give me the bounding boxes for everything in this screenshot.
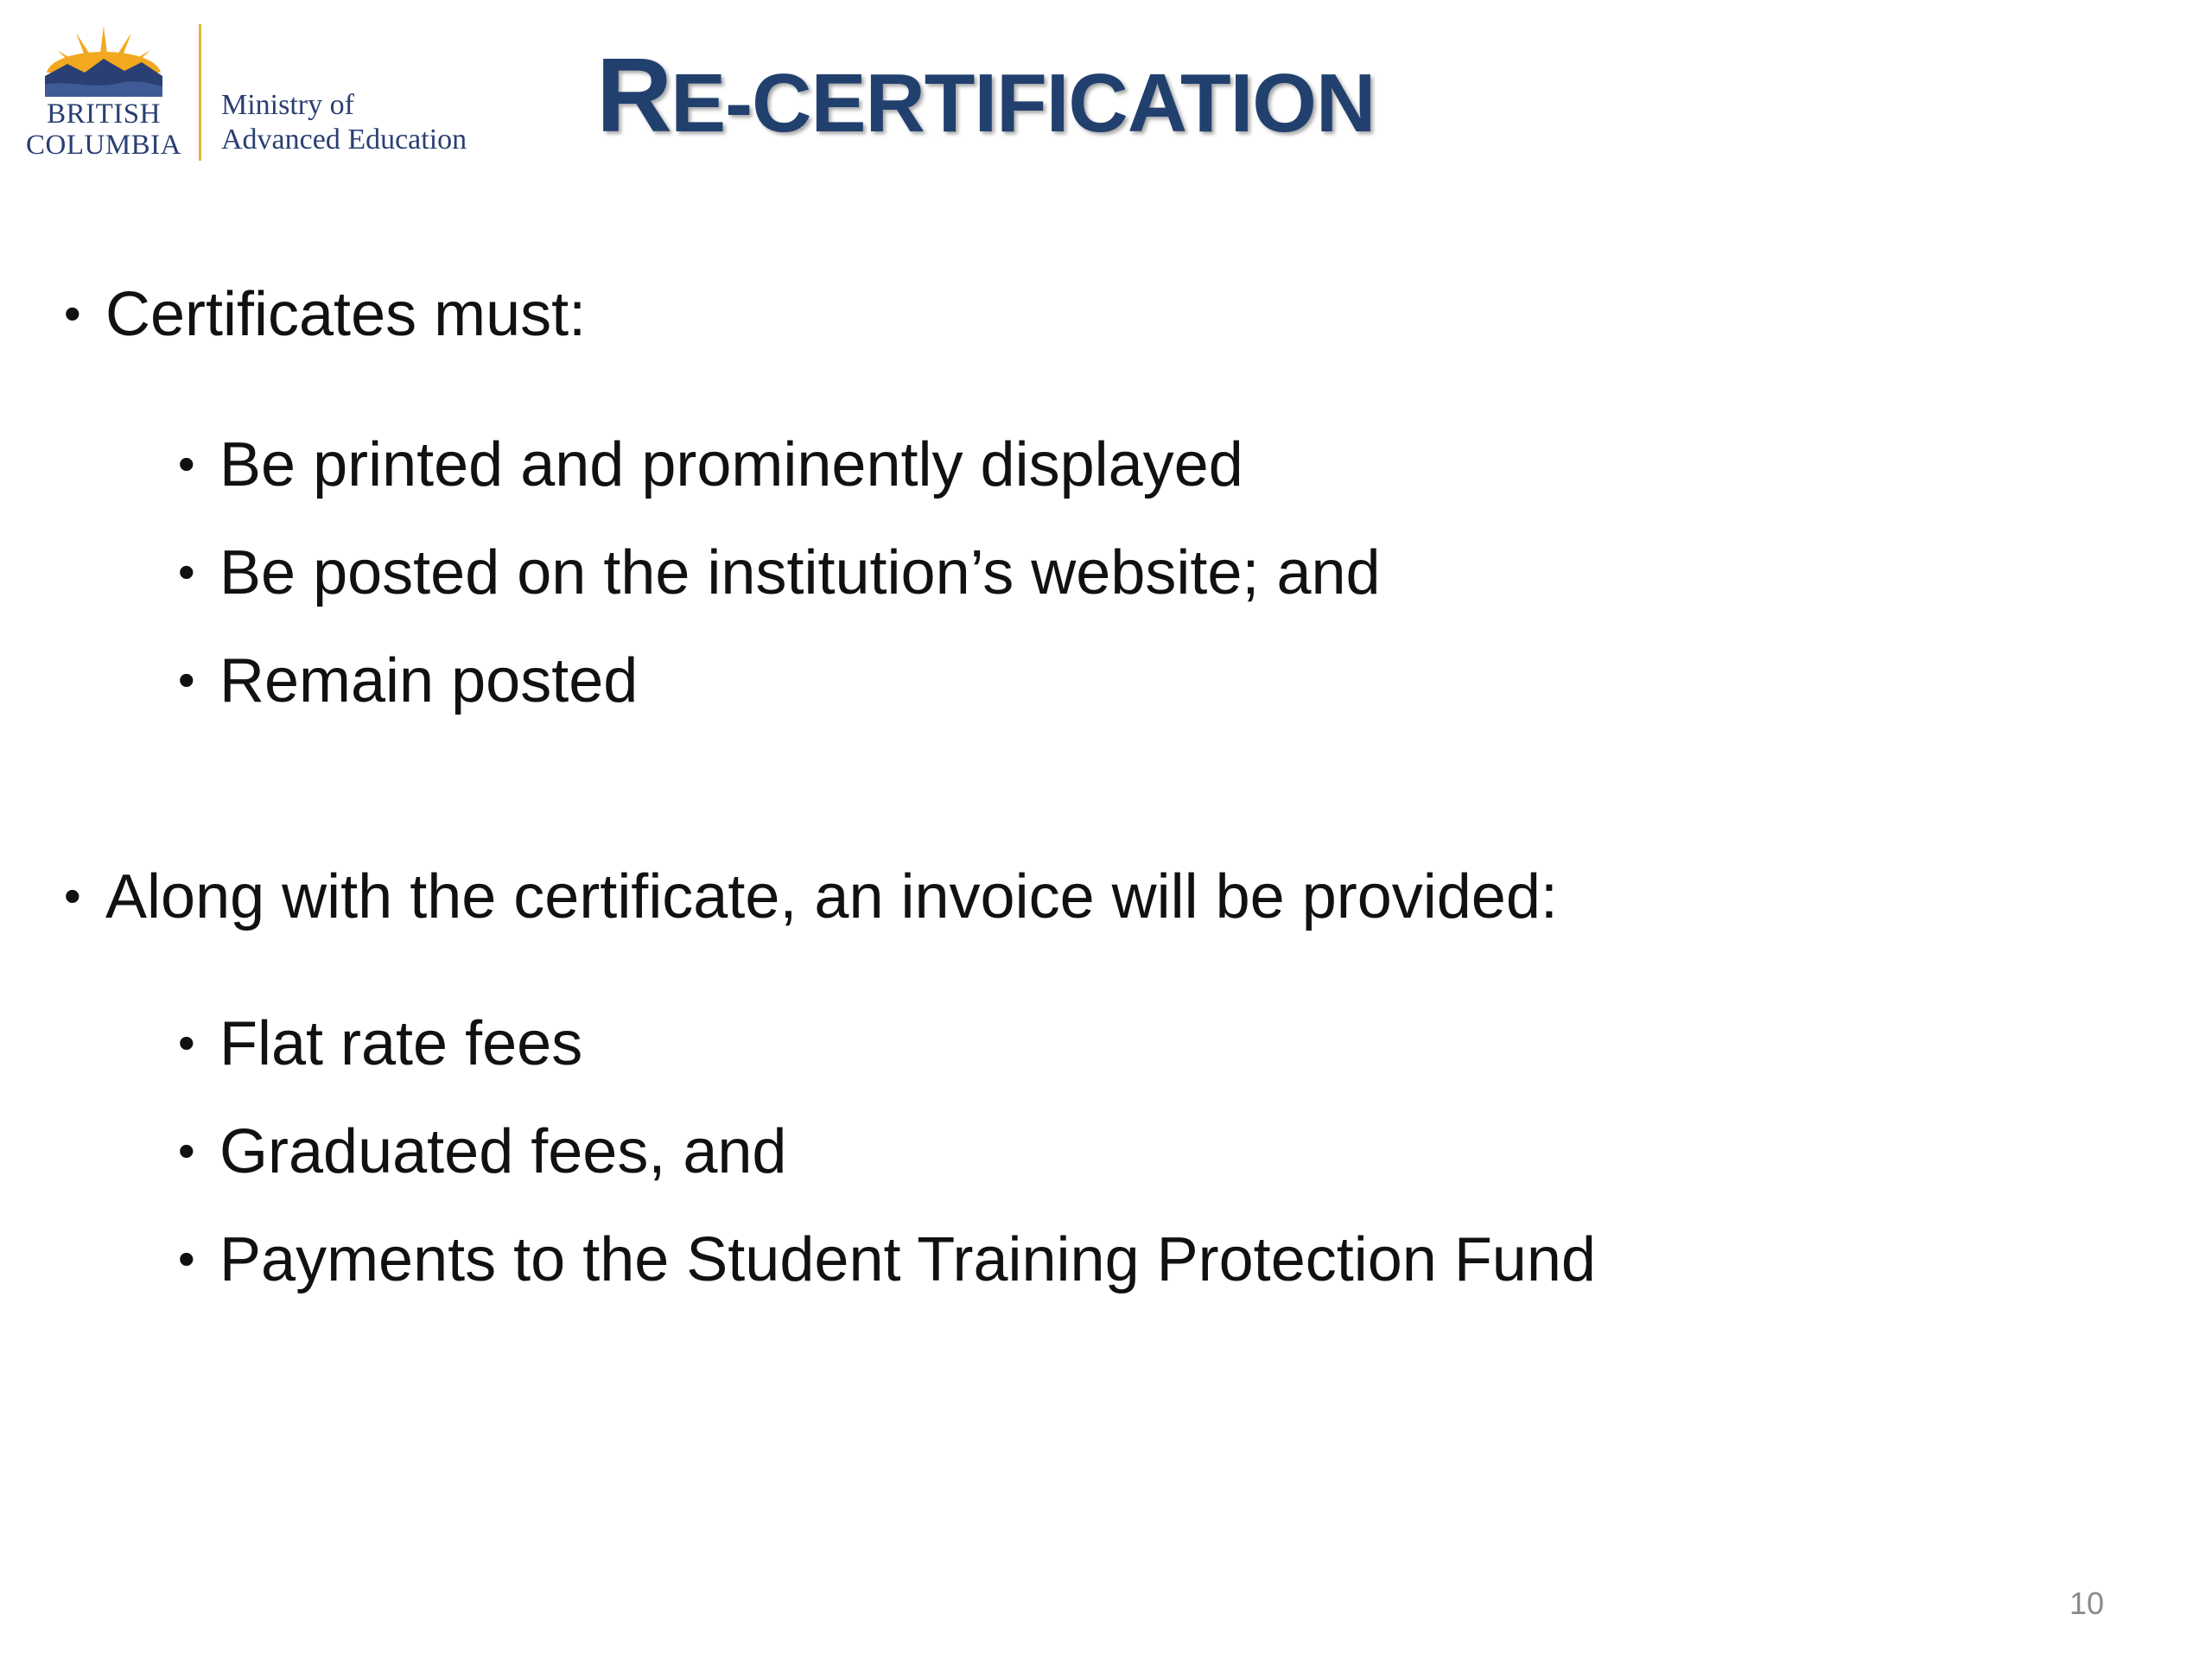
bullet-glyph: • bbox=[178, 1123, 195, 1178]
bullet-item bbox=[64, 857, 1558, 936]
sub-bullet-item bbox=[178, 425, 1243, 504]
sub-bullet-item bbox=[178, 533, 1381, 612]
bullet-item bbox=[64, 275, 586, 353]
bullet-text: Certificates must: bbox=[105, 280, 587, 349]
bullet-text: Flat rate fees bbox=[219, 1009, 583, 1078]
bullet-glyph: • bbox=[178, 1231, 195, 1286]
province-line-2: COLUMBIA bbox=[26, 130, 182, 161]
title-initial: R bbox=[596, 36, 671, 154]
sub-bullet-item bbox=[178, 641, 638, 720]
bullet-glyph: • bbox=[178, 1015, 195, 1070]
sub-bullet-item bbox=[178, 1220, 1596, 1299]
bullet-glyph: • bbox=[64, 286, 81, 340]
bullet-glyph: • bbox=[178, 436, 195, 491]
bullet-text: Along with the certificate, an invoice will be provided: bbox=[105, 862, 1558, 931]
bullet-glyph: • bbox=[178, 652, 195, 707]
bullet-text: Be printed and prominently displayed bbox=[219, 430, 1243, 499]
page-number: 10 bbox=[2069, 1586, 2105, 1621]
bullet-text: Payments to the Student Training Protection Fund bbox=[219, 1225, 1596, 1294]
bullet-glyph: • bbox=[64, 868, 81, 923]
bullet-text: Remain posted bbox=[219, 646, 639, 715]
ministry-line-2: Advanced Education bbox=[221, 124, 467, 156]
sub-bullet-item bbox=[178, 1004, 582, 1083]
bullet-text: Be posted on the institution’s website; and bbox=[219, 538, 1381, 607]
title-rest: CERTIFICATION bbox=[752, 57, 1376, 149]
province-line-1: BRITISH bbox=[47, 99, 161, 130]
ministry-line-1: Ministry of bbox=[221, 89, 354, 121]
bullet-glyph: • bbox=[178, 544, 195, 599]
sub-bullet-item bbox=[178, 1112, 786, 1191]
title-prefix: E- bbox=[671, 57, 753, 149]
bullet-text: Graduated fees, and bbox=[219, 1117, 787, 1186]
